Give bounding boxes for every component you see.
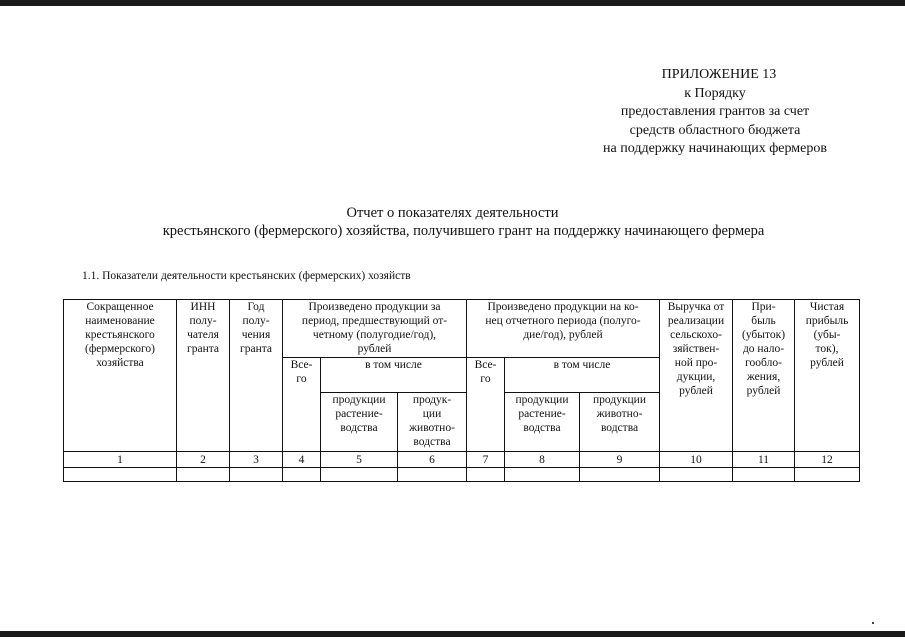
empty-cell: [64, 468, 177, 482]
report-title-line: Отчет о показателях деятельности: [346, 205, 559, 221]
appendix-line: средств областного бюджета: [629, 122, 801, 138]
empty-cell: [660, 468, 733, 482]
empty-cell: [580, 468, 660, 482]
empty-cell: [230, 468, 283, 482]
column-number: 8: [505, 452, 580, 468]
empty-cell: [283, 468, 321, 482]
col-crop-previous: продукции растение- водства: [321, 393, 398, 452]
appendix-line: на поддержку начинающих фермеров: [603, 141, 827, 156]
column-number: 12: [795, 452, 860, 468]
empty-data-row: [64, 468, 860, 482]
col-farm-name: Сокращенное наименование крестьянского (фермерского) хозяйства: [64, 300, 177, 452]
column-number: 6: [398, 452, 467, 468]
column-number-row: [64, 452, 860, 468]
empty-cell: [795, 468, 860, 482]
header-row: [64, 300, 860, 358]
col-crop-end: продукции растение- водства: [505, 393, 580, 452]
column-number: 11: [733, 452, 795, 468]
column-number: 9: [580, 452, 660, 468]
empty-cell: [467, 468, 505, 482]
appendix-line: ПРИЛОЖЕНИЕ 13: [661, 67, 777, 82]
col-animal-end: продукции животно- водства: [580, 393, 660, 452]
scan-border-bottom: [0, 631, 905, 637]
column-number: 5: [321, 452, 398, 468]
col-inn: ИНН полу- чателя гранта: [177, 300, 230, 452]
col-grant-year: Год полу- чения гранта: [230, 300, 283, 452]
appendix-line: предоставления грантов за счет: [620, 104, 810, 119]
empty-cell: [505, 468, 580, 482]
empty-cell: [177, 468, 230, 482]
incl-end: в том числе: [505, 358, 660, 393]
section-heading: 1.1. Показатели деятельности крестьянских (фермерских) хозяйств: [82, 270, 411, 282]
col-total-previous: Все- го: [283, 358, 321, 452]
column-number: 1: [64, 452, 177, 468]
scan-border-top: [0, 0, 905, 6]
column-number: 10: [660, 452, 733, 468]
column-number: 3: [230, 452, 283, 468]
scan-speck: [872, 622, 874, 624]
report-title-line: крестьянского (фермерского) хозяйства, получившего грант на поддержку начинающего фермера: [162, 223, 765, 239]
col-profit: При- быль (убыток) до нало- гообло- жения, рублей: [733, 300, 795, 452]
indicators-table: [63, 299, 860, 482]
appendix-line: к Порядку: [684, 85, 746, 101]
group-produced-end: Произведено продукции на ко- нец отчетного периода (полуго- дие/год), рублей: [467, 300, 660, 358]
empty-cell: [733, 468, 795, 482]
column-number: 4: [283, 452, 321, 468]
col-revenue: Выручка от реализации сельскохо- зяйствен- ной про- дукции, рублей: [660, 300, 733, 452]
empty-cell: [321, 468, 398, 482]
col-net-profit: Чистая прибыль (убы- ток), рублей: [795, 300, 860, 452]
incl-previous: в том числе: [321, 358, 467, 393]
column-number: 7: [467, 452, 505, 468]
empty-cell: [398, 468, 467, 482]
col-total-end: Все- го: [467, 358, 505, 452]
group-produced-previous: Произведено продукции за период, предшествующий от- четному (полугодие/год), рублей: [283, 300, 467, 358]
appendix-header: [565, 66, 865, 159]
column-number: 2: [177, 452, 230, 468]
report-title: [0, 204, 905, 240]
col-animal-previous: продук- ции животно- водства: [398, 393, 467, 452]
